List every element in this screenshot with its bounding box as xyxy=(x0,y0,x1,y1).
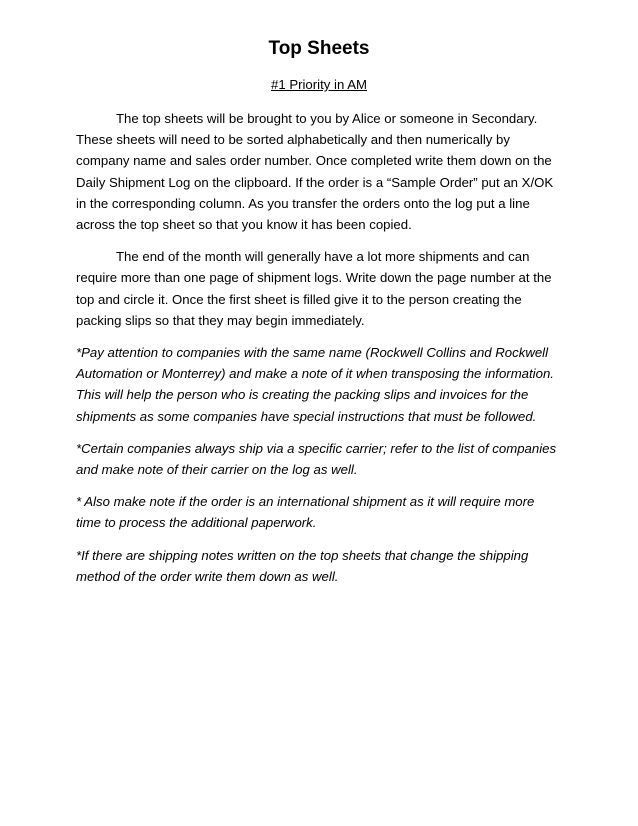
page-subtitle: #1 Priority in AM xyxy=(270,77,367,92)
note-specific-carrier: *Certain companies always ship via a specific carrier; refer to the list of companies and make note of their carrier on the log as well. xyxy=(76,440,557,478)
note-shipping-notes: *If there are shipping notes written on the top sheets that change the shipping method of the order write them down as well. xyxy=(76,547,529,584)
paragraph-end-of-month: The end of the month will generally have a lot more shipments and can require more than one page of shipment logs. Write down the page number at the top and circle it. Once the first sheet is filled give it to the person creating the packing slips so that they may begin immediately. xyxy=(76,249,552,328)
paragraph-sorting: The top sheets will be brought to you by Alice or someone in Secondary. These sheets will need to be sorted alphabetically and then numerically by company name and sales order number. Once completed write them down on the Daily Shipment Log on the clipboard. If the order is a “Sample Order” put an X/OK in the corresponding column. As you transfer the orders onto the log put a line across the top sheet so that you know it has been copied. xyxy=(76,111,554,233)
note-same-name-companies: *Pay attention to companies with the same name (Rockwell Collins and Rockwell Automation or Monterrey) and make a note of it when transposing the information. This will help the person who is creating the packing slips and invoices for the shipments as some companies have special instructions that must be followed. xyxy=(76,345,554,424)
page-title: Top Sheets xyxy=(268,38,370,59)
note-international-shipment: * Also make note if the order is an international shipment as it will require more time to process the additional paperwork. xyxy=(76,494,535,531)
